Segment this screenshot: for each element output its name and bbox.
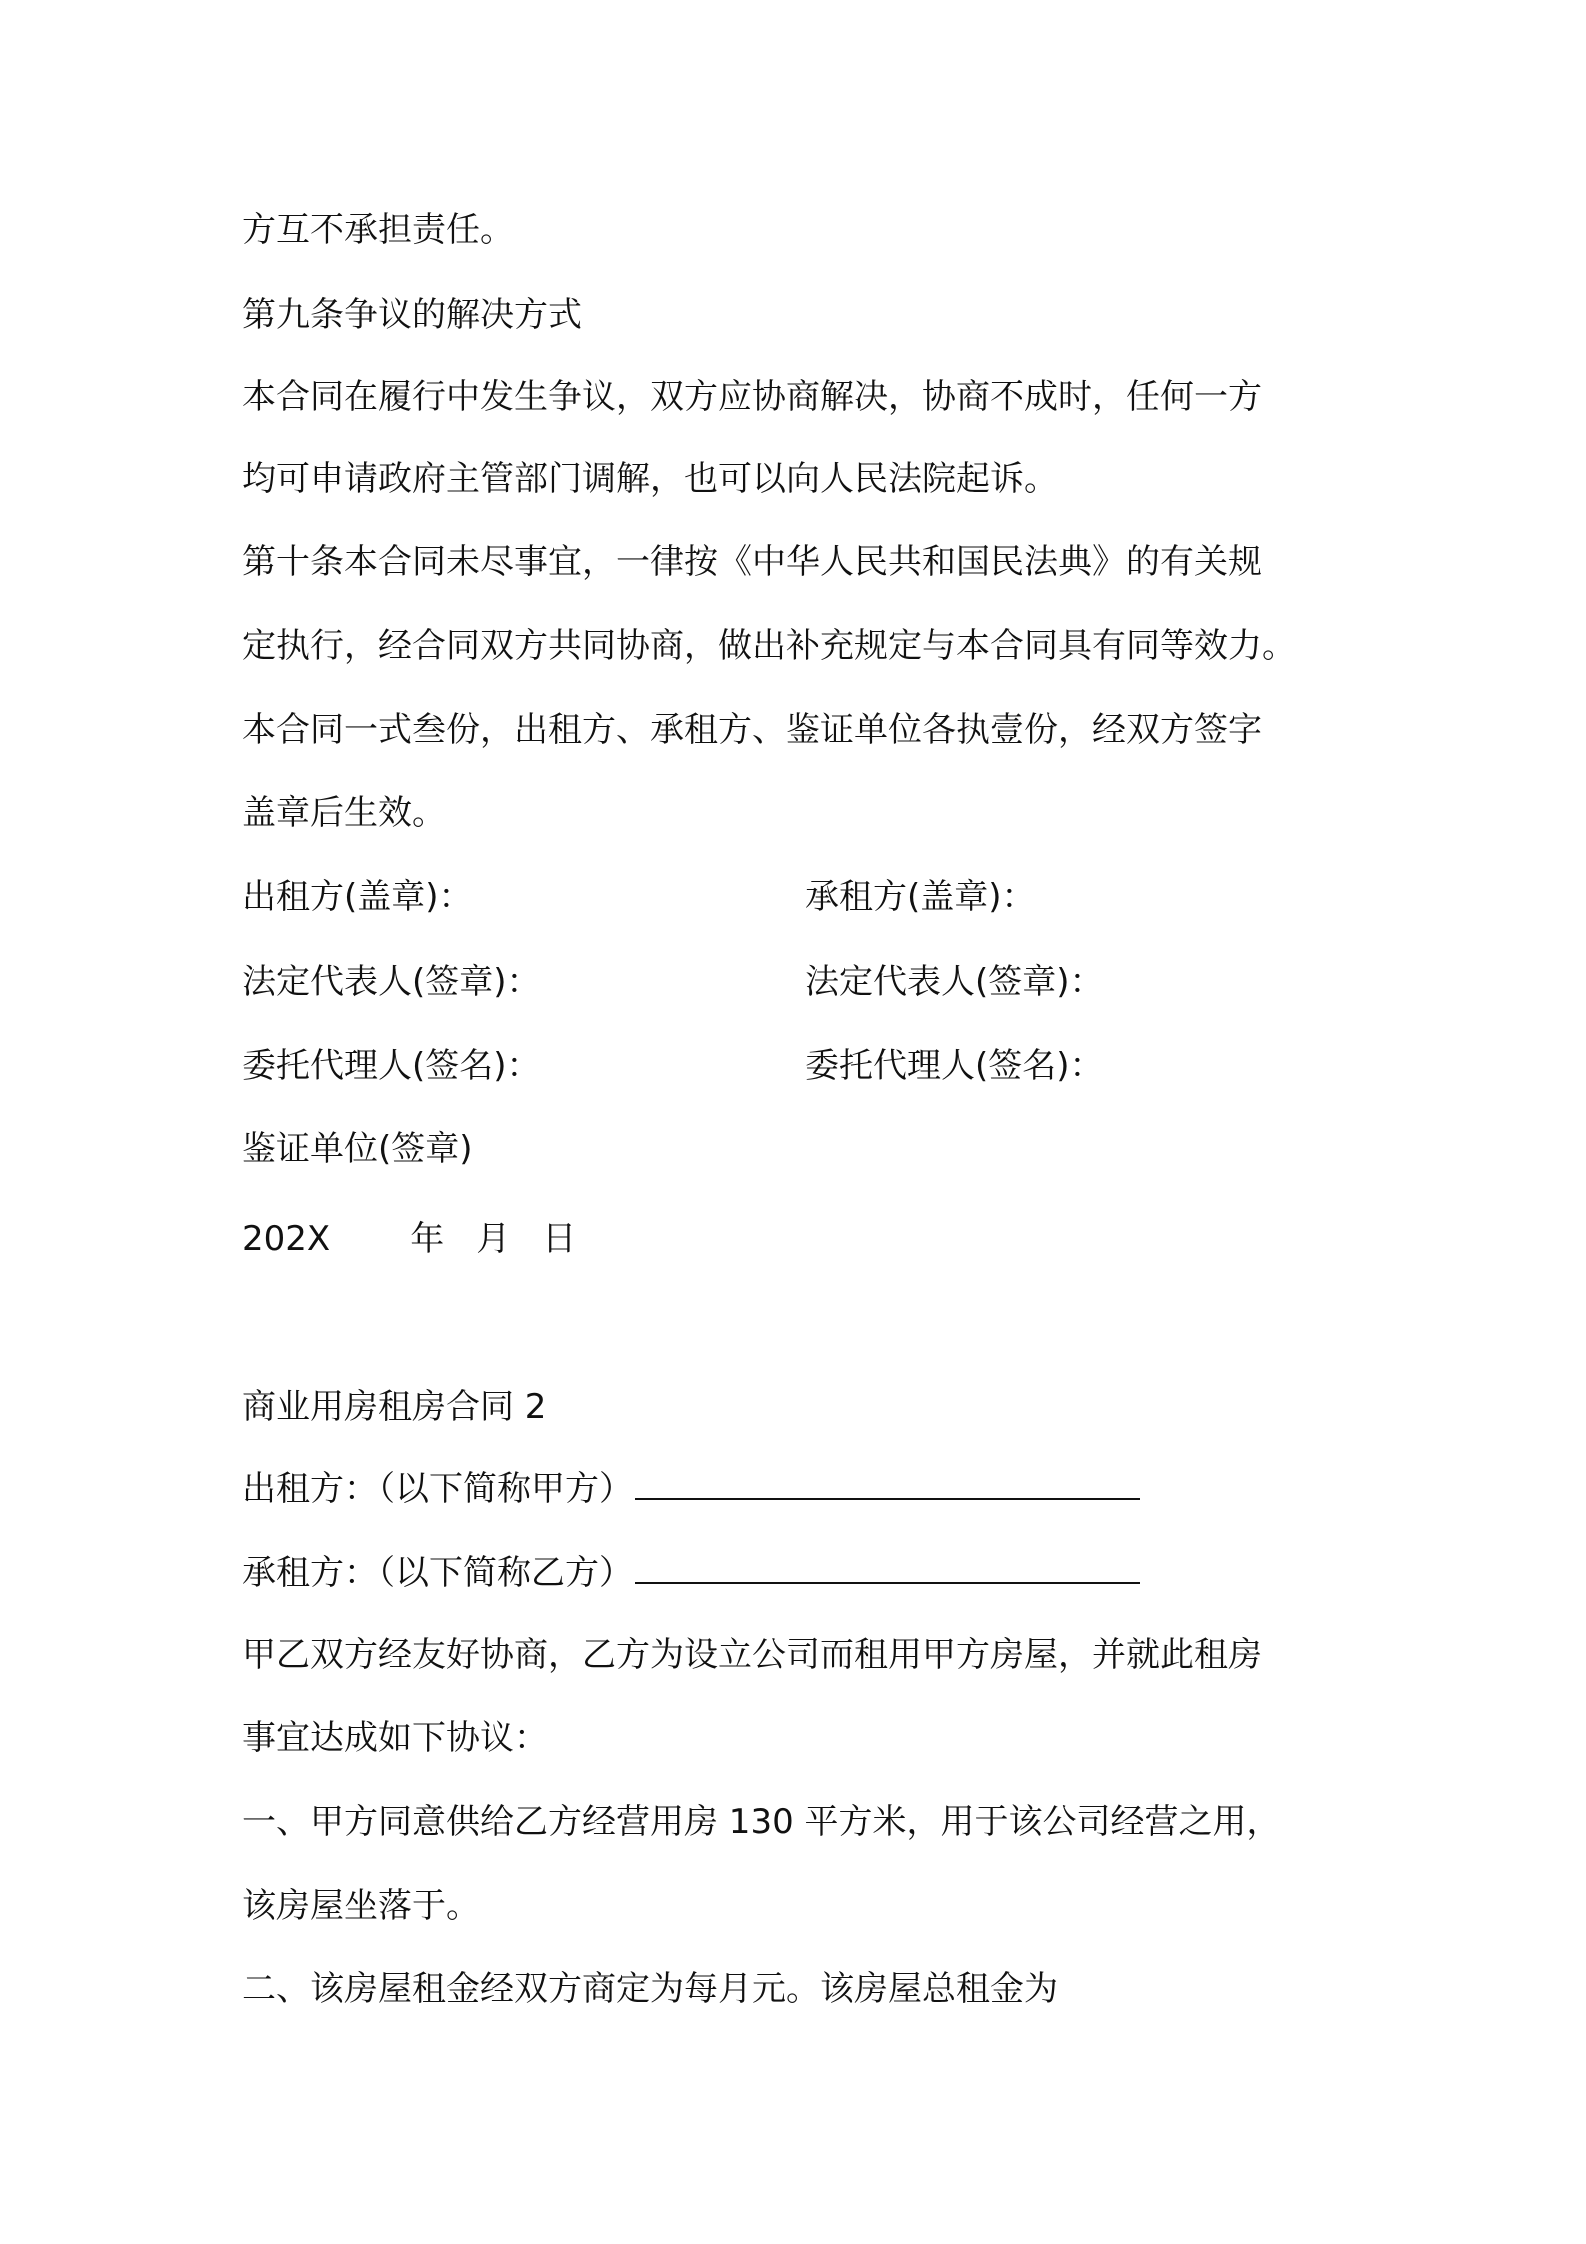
contract2-title: 商业用房租房合同 2 [242, 1387, 547, 1427]
lessee-seal-label: 承租方(盖章)： [805, 877, 1036, 917]
paragraph-line: 均可申请政府主管部门调解，也可以向人民法院起诉。 [242, 459, 1058, 499]
party-a-label: 出租方：（以下简称甲方） [242, 1469, 633, 1509]
notary-label: 鉴证单位(签章) [242, 1129, 473, 1169]
paragraph-line: 盖章后生效。 [242, 793, 446, 833]
paragraph-line: 甲乙双方经友好协商，乙方为设立公司而租用甲方房屋，并就此租房 [242, 1635, 1262, 1675]
paragraph-line: 第十条本合同未尽事宜，一律按《中华人民共和国民法典》的有关规 [242, 542, 1262, 582]
date-year-unit: 年 [410, 1219, 445, 1259]
date-day-unit: 日 [542, 1219, 577, 1259]
agent-left-label: 委托代理人(签名)： [242, 1046, 541, 1086]
article-9-heading: 第九条争议的解决方式 [242, 295, 582, 335]
party-a-blank [635, 1468, 1140, 1500]
party-b-label: 承租方：（以下简称乙方） [242, 1553, 633, 1593]
paragraph-line: 一、甲方同意供给乙方经营用房 130 平方米，用于该公司经营之用， [242, 1802, 1281, 1842]
date-line [242, 1217, 576, 1261]
paragraph-line: 方互不承担责任。 [242, 210, 514, 250]
party-b-blank [635, 1552, 1140, 1584]
legal-rep-left-label: 法定代表人(签章)： [242, 962, 541, 1002]
paragraph-line: 二、该房屋租金经双方商定为每月元。该房屋总租金为 [242, 1969, 1058, 2009]
party-a-line [242, 1467, 1140, 1511]
paragraph-line: 定执行，经合同双方共同协商，做出补充规定与本合同具有同等效力。 [242, 626, 1296, 666]
paragraph-line: 该房屋坐落于。 [242, 1886, 480, 1926]
agent-right-label: 委托代理人(签名)： [805, 1046, 1104, 1086]
date-year: 202X [242, 1219, 331, 1259]
date-month-unit: 月 [476, 1219, 511, 1259]
paragraph-line: 本合同在履行中发生争议，双方应协商解决，协商不成时，任何一方 [242, 377, 1262, 417]
paragraph-line: 事宜达成如下协议： [242, 1718, 548, 1758]
party-b-line [242, 1551, 1140, 1595]
lessor-seal-label: 出租方(盖章)： [242, 877, 473, 917]
paragraph-line: 本合同一式叁份，出租方、承租方、鉴证单位各执壹份，经双方签字 [242, 710, 1262, 750]
legal-rep-right-label: 法定代表人(签章)： [805, 962, 1104, 1002]
